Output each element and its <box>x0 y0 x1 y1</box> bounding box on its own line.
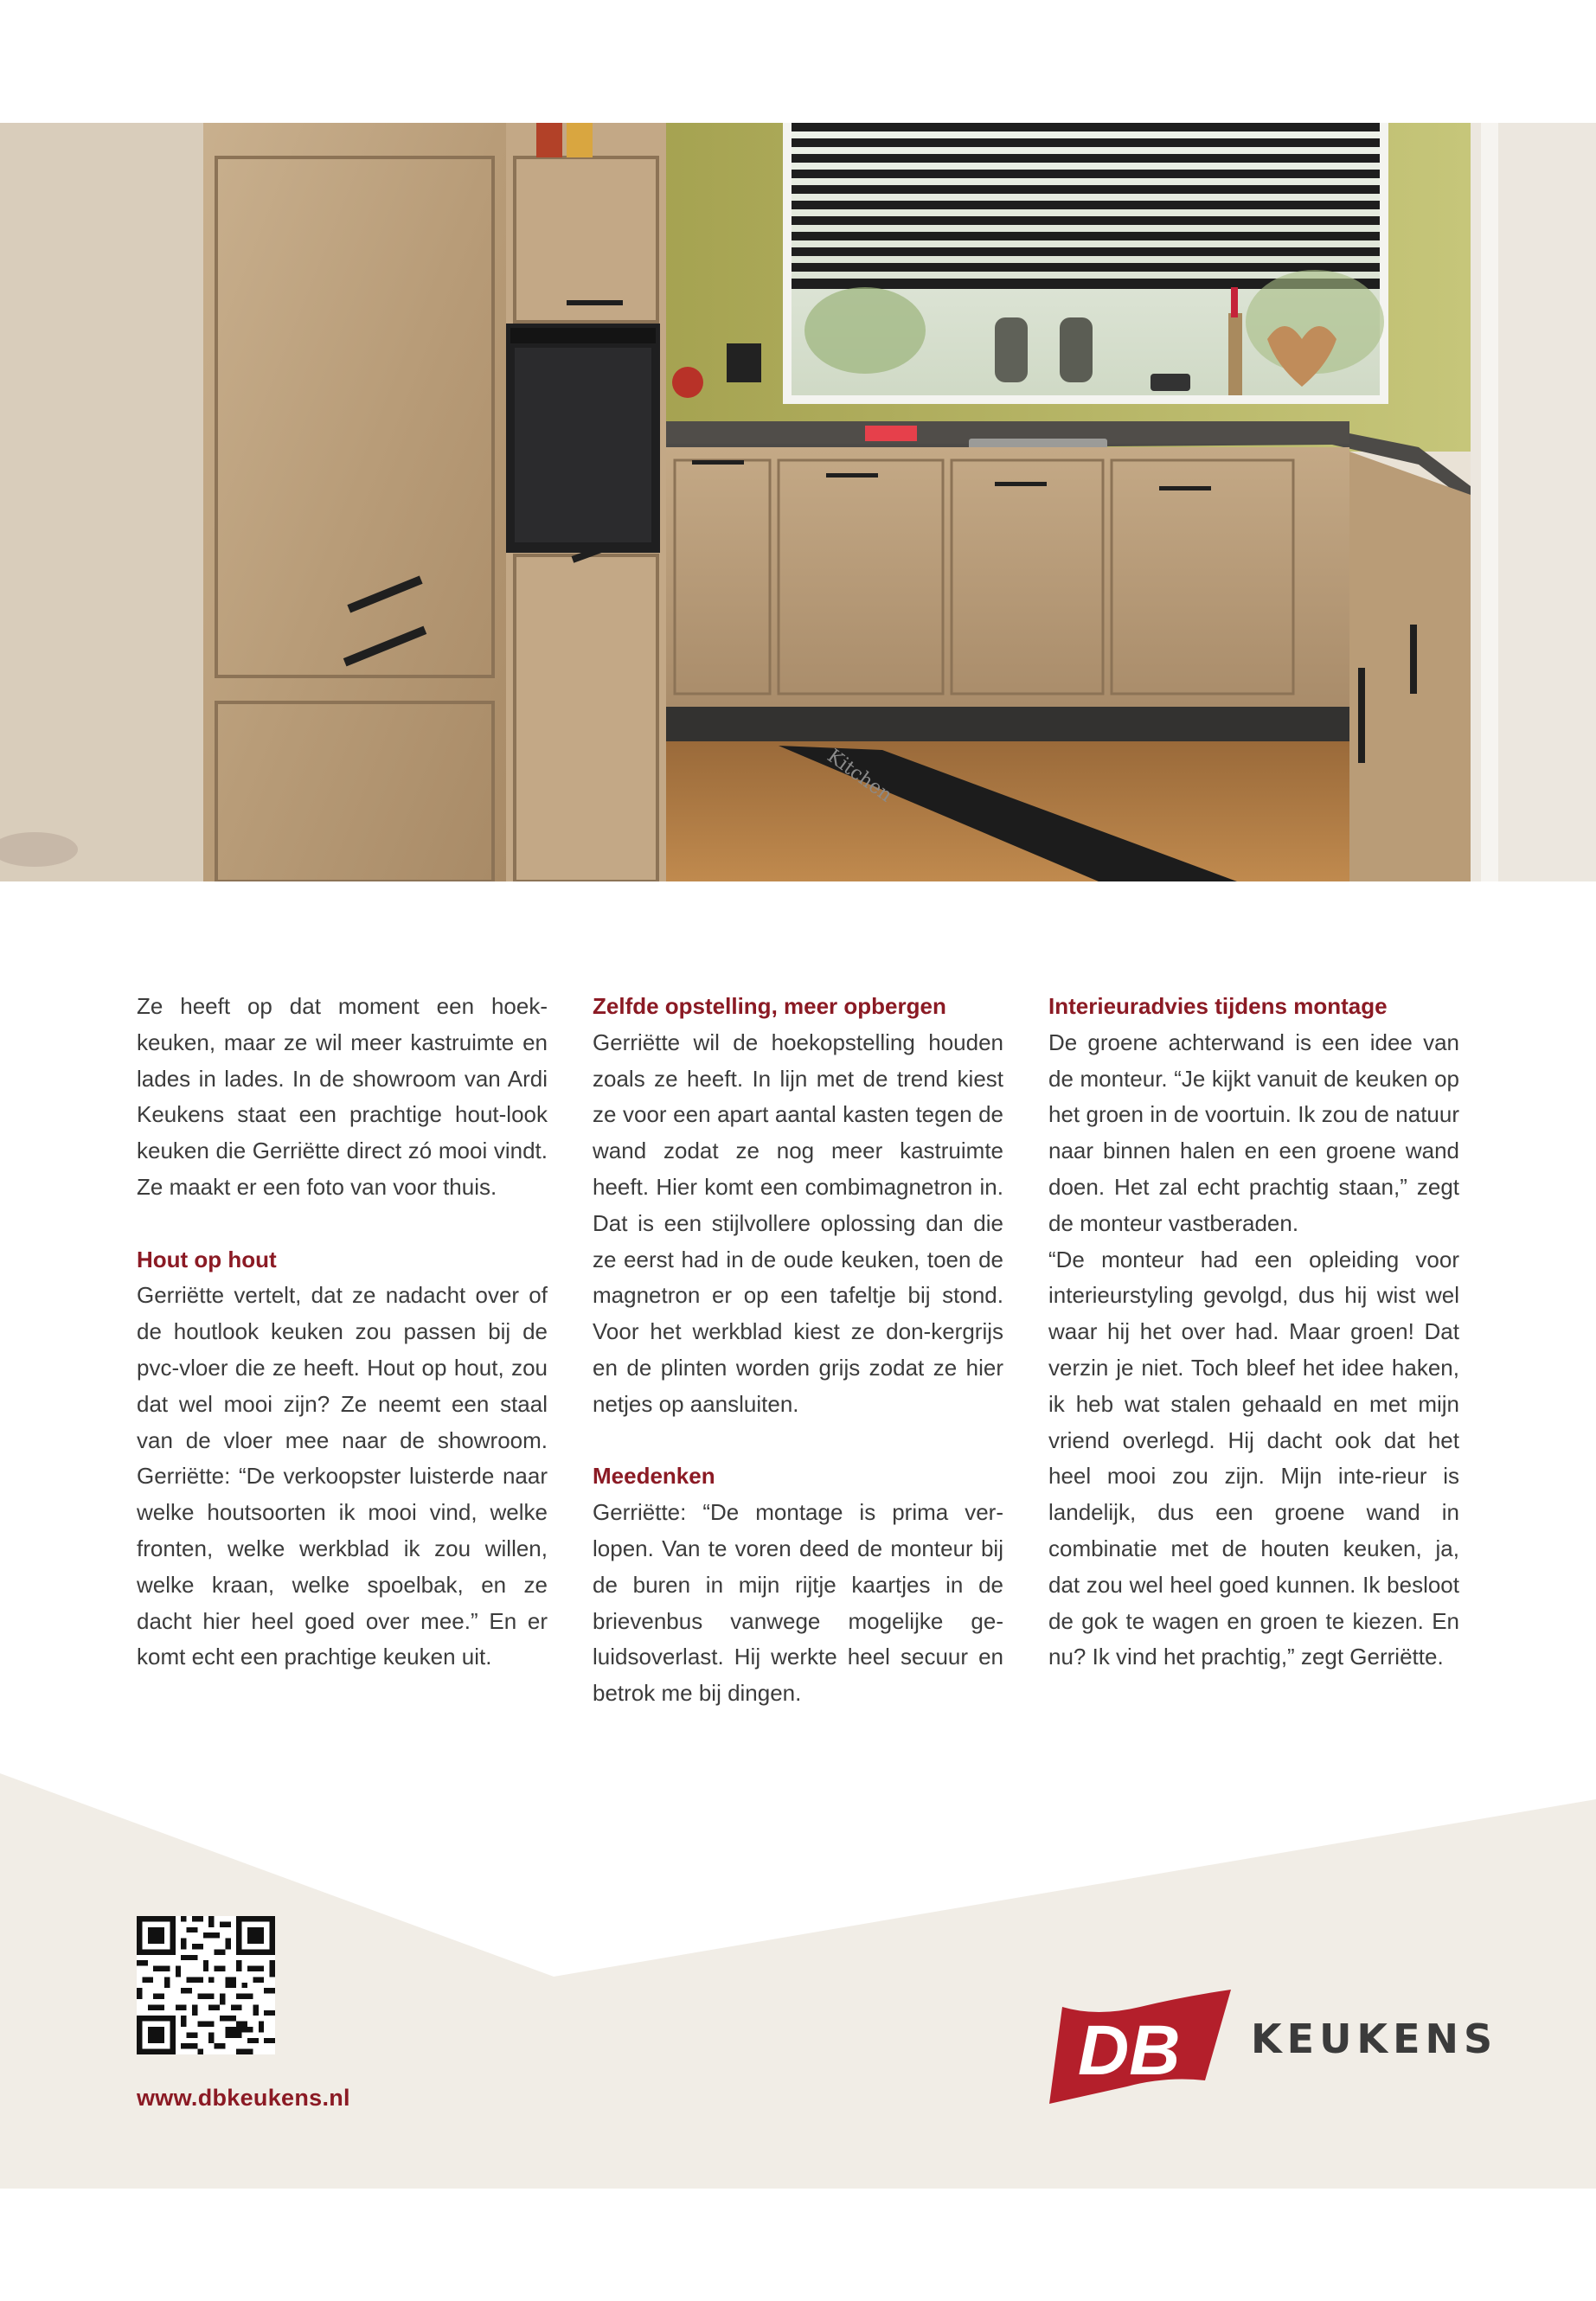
paragraph: “De monteur had een opleiding voor interieurstyling gevolgd, dus hij wist wel waar hij het over had. Maar groen! Dat verzin je niet. Toch bleef het idee haken, ik heb wat stalen gehaald en met mijn vriend overlegd. Hij dacht ook dat het heel mooi zou zijn. Mijn inte-rieur is landelijk, dus een groene wand in combinatie met de houten keuken, ja, dat zou wel heel goed kunnen. Ik besloot de gok te wagen en groen te kiezen. En nu? Ik vind het prachtig,” zegt Gerriëtte. <box>1048 1246 1459 1670</box>
mat-text: Kitchen <box>823 745 896 807</box>
paragraph: Ze heeft op dat moment een hoek-keuken, maar ze wil meer kastruimte en lades in lades. In de showroom van Ardi Keukens staat een prachtige hout-look keuken die Gerriëtte direct zó mooi vindt. Ze maakt er een foto van voor thuis. <box>137 993 548 1200</box>
kitchen-illustration <box>0 123 1596 881</box>
logo-wordmark: KEUKENS <box>1251 2016 1498 2062</box>
article-column-2 <box>593 989 1003 1712</box>
paragraph: De groene achterwand is een idee van de monteur. “Je kijkt vanuit de keuken op het groen in de voortuin. Ik zou de natuur naar binnen halen en een groene wand doen. Het zal echt prachtig staan,” zegt de monteur vastberaden. <box>1048 1029 1459 1236</box>
website-link[interactable]: www.dbkeukens.nl <box>137 2085 350 2111</box>
paragraph: Gerriëtte: “De montage is prima ver-lopen. Van te voren deed de monteur bij de buren in mijn rijtje kaartjes in de brievenbus vanwege mogelijke ge-luidsoverlast. Hij werkte heel secuur en betrok me bij dingen. <box>593 1499 1003 1707</box>
hero-kitchen-photo <box>0 123 1596 881</box>
qr-code-icon[interactable] <box>137 1916 275 2054</box>
article-column-3 <box>1048 989 1459 1676</box>
paragraph: Gerriëtte vertelt, dat ze nadacht over of de houtlook keuken zou passen bij de pvc-vloer die ze heeft. Hout op hout, zou dat wel mooi zijn? Ze neemt een staal van de vloer mee naar de showroom. Gerriëtte: “De verkoopster luisterde naar welke houtsoorten ik mooi vind, welke fronten, welke werkblad ik zou willen, welke kraan, welke spoelbak, en ze dacht hier heel goed over mee.” En er komt echt een prachtige keuken uit. <box>137 1282 548 1670</box>
paragraph: Gerriëtte wil de hoekopstelling houden zoals ze heeft. In lijn met de trend kiest ze voor een apart aantal kasten tegen de wand zodat ze nog meer kastruimte heeft. Hier komt een combimagnetron in. Dat is een stijlvollere oplossing dan die ze eerst had in de oude keuken, toen de magnetron er op een tafeltje bij stond. Voor het werkblad kiest ze don-kergrijs en de plinten worden grijs zodat ze hier netjes op aansluiten. <box>593 1029 1003 1417</box>
section-heading: Interieuradvies tijdens montage <box>1048 993 1388 1019</box>
section-heading: Hout op hout <box>137 1246 277 1272</box>
section-heading: Meedenken <box>593 1463 715 1490</box>
logo-mark: DB <box>1078 2011 1181 2090</box>
article-column-1 <box>137 989 548 1676</box>
section-heading: Zelfde opstelling, meer opbergen <box>593 993 946 1019</box>
